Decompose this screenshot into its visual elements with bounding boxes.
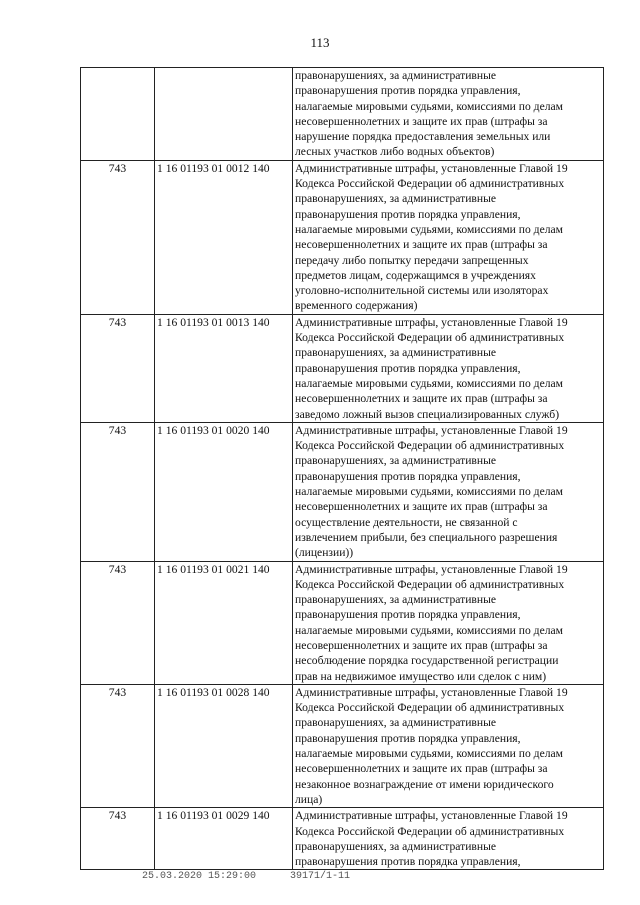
description-line: налагаемые мировыми судьями, комиссиями по делам [295,485,563,499]
revenue-code-cell: 1 16 01193 01 0029 140 [155,808,293,870]
description-line: (лицензии)) [295,546,354,560]
revenue-code-cell: 1 16 01193 01 0020 140 [155,422,293,561]
description-line: Административные штрафы, установленные Главой 19 [295,161,568,175]
revenue-code-cell: 1 16 01193 01 0013 140 [155,314,293,422]
description-line: несовершеннолетних и защите их прав (штрафы за [295,638,548,652]
revenue-code-cell: 1 16 01193 01 0012 140 [155,160,293,314]
table-row [81,68,604,161]
description-line: заведомо ложный вызов специализированных служб) [295,407,560,421]
description-line: правонарушения против порядка управления, [295,855,521,869]
description-line: несовершеннолетних и защите их прав (штрафы за [295,762,548,776]
description-line: правонарушениях, за административные [295,839,497,853]
description-line: правонарушения против порядка управления, [295,361,521,375]
table-row [81,422,604,561]
description-line: налагаемые мировыми судьями, комиссиями по делам [295,222,563,236]
revenue-code-cell: 1 16 01193 01 0028 140 [155,684,293,807]
description-cell [293,561,604,684]
description-cell [293,160,604,314]
footer-timestamp: 25.03.2020 15:29:00 [142,871,257,882]
description-line: прав на недвижимое имущество или сделок с ним) [295,669,547,683]
description-line: правонарушениях, за административные [295,346,497,360]
admin-code-cell: 743 [81,160,155,314]
description-cell [293,314,604,422]
admin-code-cell [81,68,155,161]
page-number: 113 [310,35,330,50]
description-line: правонарушениях, за административные [295,192,497,206]
description-line: Административные штрафы, установленные Главой 19 [295,562,568,576]
description-line: правонарушениях, за административные [295,716,497,730]
description-line: правонарушения против порядка управления, [295,207,521,221]
description-line: Кодекса Российской Федерации об административных [295,331,565,345]
document-footer [142,871,378,882]
admin-code-cell: 743 [81,422,155,561]
revenue-code-cell: 1 16 01193 01 0021 140 [155,561,293,684]
description-line: несовершеннолетних и защите их прав (штрафы за [295,392,548,406]
description-line: несовершеннолетних и защите их прав (штрафы за [295,500,548,514]
description-cell [293,684,604,807]
table-row [81,160,604,314]
description-line: временного содержания) [295,299,418,313]
description-line: налагаемые мировыми судьями, комиссиями по делам [295,623,563,637]
table-row [81,684,604,807]
description-line: Кодекса Российской Федерации об административных [295,824,565,838]
description-line: Кодекса Российской Федерации об административных [295,701,565,715]
revenue-codes-table [80,67,604,870]
description-line: нарушение порядка предоставления земельных или [295,130,551,144]
description-line: налагаемые мировыми судьями, комиссиями по делам [295,747,563,761]
description-line: лесных участков либо водных объектов) [295,145,495,159]
description-cell [293,422,604,561]
description-line: предметов лицам, содержащимся в учреждениях [295,268,536,282]
revenue-code-cell [155,68,293,161]
admin-code-cell: 743 [81,684,155,807]
description-line: извлечением прибыли, без специального разрешения [295,530,558,544]
table-row [81,808,604,870]
description-line: правонарушения против порядка управления, [295,608,521,622]
description-line: передачу либо попытку передачи запрещенных [295,253,529,267]
description-line: правонарушениях, за административные [295,454,497,468]
description-line: правонарушения против порядка управления, [295,469,521,483]
table-row [81,314,604,422]
admin-code-cell: 743 [81,561,155,684]
description-line: Кодекса Российской Федерации об административных [295,439,565,453]
description-line: несовершеннолетних и защите их прав (штрафы за [295,238,548,252]
description-line: лица) [295,792,323,806]
footer-doc-id: 39171/1-11 [290,871,351,882]
description-line: Кодекса Российской Федерации об административных [295,177,565,191]
description-line: правонарушениях, за административные [295,593,497,607]
description-line: Административные штрафы, установленные Главой 19 [295,809,568,823]
description-line: осуществление деятельности, не связанной с [295,515,518,529]
description-cell [293,68,604,161]
table-body [81,68,604,870]
admin-code-cell: 743 [81,808,155,870]
admin-code-cell: 743 [81,314,155,422]
table-row [81,561,604,684]
description-line: несовершеннолетних и защите их прав (штрафы за [295,114,548,128]
description-line: Кодекса Российской Федерации об административных [295,577,565,591]
description-line: Административные штрафы, установленные Главой 19 [295,685,568,699]
description-line: незаконное вознаграждение от имени юридического [295,777,554,791]
description-line: правонарушения против порядка управления, [295,731,521,745]
description-line: Административные штрафы, установленные Главой 19 [295,423,568,437]
description-cell [293,808,604,870]
description-line: несоблюдение порядка государственной регистрации [295,654,559,668]
description-line: налагаемые мировыми судьями, комиссиями по делам [295,376,563,390]
description-line: налагаемые мировыми судьями, комиссиями по делам [295,99,563,113]
description-line: Административные штрафы, установленные Главой 19 [295,315,568,329]
description-line: уголовно-исполнительной системы или изоляторах [295,284,549,298]
description-line: правонарушения против порядка управления, [295,84,521,98]
description-line: правонарушениях, за административные [295,69,497,82]
